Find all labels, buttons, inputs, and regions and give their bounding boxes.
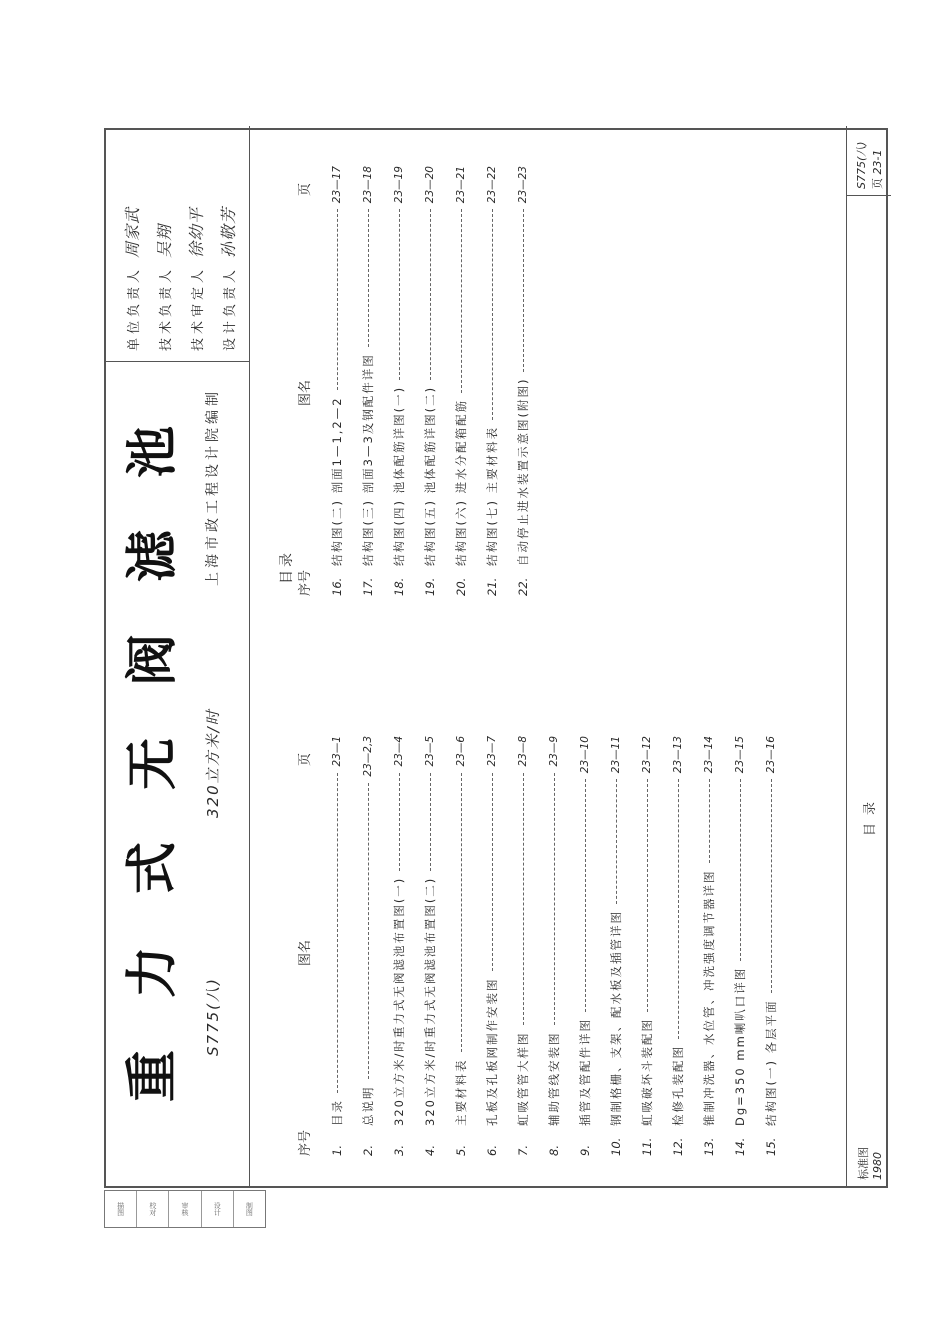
page-prefix: 页 — [871, 178, 884, 189]
toc-row — [760, 736, 782, 1156]
leader-dots — [430, 773, 431, 871]
stamp-cell: 设计 — [202, 1191, 234, 1227]
toc-page: 23—22 — [486, 166, 498, 204]
toc-page: 23—19 — [393, 166, 405, 204]
leader-dots — [740, 779, 741, 960]
leader-dots — [616, 779, 617, 904]
main-title: 重力式无阀滤池 — [122, 373, 183, 1102]
toc-num: 6. — [485, 1145, 499, 1156]
year: 1980 — [870, 1152, 884, 1180]
leader-dots — [585, 779, 586, 1012]
toc-num: 5. — [454, 1145, 468, 1156]
page-line — [869, 126, 885, 189]
toc-num: 2. — [361, 1145, 375, 1156]
toc-row — [512, 166, 534, 596]
toc-title: 主要材料表 — [454, 1058, 468, 1126]
toc-num: 8. — [547, 1145, 561, 1156]
header-page: 页 — [298, 182, 313, 196]
toc-row — [326, 736, 348, 1156]
leader-dots — [430, 209, 431, 380]
toc-page: 23—5 — [424, 736, 436, 767]
sheet-title: 目录 — [863, 793, 878, 836]
leader-dots — [554, 773, 555, 1026]
leader-dots — [492, 773, 493, 972]
toc-title: 检修孔装配图 — [671, 1045, 685, 1126]
signature: 吴翔 — [155, 223, 174, 258]
toc-title: Dg=350 mm喇叭口详图 — [733, 966, 747, 1126]
toc-row — [419, 166, 441, 596]
toc-title: 目录 — [330, 1099, 344, 1126]
toc-row — [698, 736, 720, 1156]
approval-role: 设计负责人 — [223, 265, 238, 351]
approval-row — [152, 224, 175, 351]
toc-row — [605, 736, 627, 1156]
toc-num: 17. — [361, 577, 375, 596]
leader-dots — [647, 779, 648, 1012]
toc-heading: 目录 — [279, 550, 295, 584]
header-num: 序号 — [298, 569, 313, 596]
toc-row — [357, 736, 379, 1156]
toc-row — [419, 736, 441, 1156]
toc-num: 15. — [764, 1137, 778, 1156]
header-name: 图名 — [298, 379, 313, 406]
std-cell — [847, 1146, 891, 1186]
toc-title: 320立方米/时重力式无阀滤池布置图(二) — [423, 876, 437, 1126]
approval-stamp — [104, 1190, 266, 1228]
page-number: 23-1 — [871, 149, 884, 175]
toc-page: 23—20 — [424, 166, 436, 204]
leader-dots — [337, 773, 338, 1093]
toc-num: 21. — [485, 577, 499, 596]
std-label: 标准图 — [856, 1147, 870, 1180]
toc-num: 19. — [423, 577, 437, 596]
toc-title: 自动停止进水装置示意图(附图) — [516, 377, 530, 566]
toc-num: 9. — [578, 1145, 592, 1156]
stamp-cell: 描图 — [105, 1191, 137, 1227]
approval-role: 技术审定人 — [191, 265, 206, 351]
toc-page: 23—4 — [393, 736, 405, 767]
toc-num: 20. — [454, 577, 468, 596]
leader-dots — [461, 209, 462, 393]
toc-title: 结构图(四) 池体配筋详图(一) — [392, 385, 406, 566]
toc-page: 23—13 — [672, 736, 684, 774]
standard-code: S775(八) — [204, 977, 222, 1056]
toc-row — [388, 166, 410, 596]
toc-title: 锥制冲洗器、水位管、冲洗强度调节器详图 — [702, 869, 716, 1126]
toc-row — [388, 736, 410, 1156]
toc-row — [481, 736, 503, 1156]
toc-num: 16. — [330, 577, 344, 596]
leader-dots — [461, 773, 462, 1053]
toc-title: 结构图(六) 进水分配箱配筋 — [454, 398, 468, 566]
title-band — [106, 126, 250, 1186]
header-page: 页 — [298, 752, 313, 766]
signature: 周家武 — [123, 206, 142, 258]
toc-page: 23—8 — [517, 736, 529, 767]
toc-row — [326, 166, 348, 596]
approval-block — [106, 126, 250, 362]
capacity-label: 320立方米/时 — [204, 708, 222, 818]
header-name: 图名 — [298, 939, 313, 966]
toc-num: 22. — [516, 577, 530, 596]
toc-title: 钢制格栅、支架、配水板及插管详图 — [609, 910, 623, 1126]
toc-page: 23—11 — [610, 736, 622, 774]
toc-row — [357, 166, 379, 596]
toc-num: 3. — [392, 1145, 406, 1156]
toc-num: 10. — [609, 1137, 623, 1156]
leader-dots — [368, 209, 369, 347]
toc-title: 插管及管配件详图 — [578, 1018, 592, 1126]
stamp-cell: 制图 — [245, 1202, 254, 1216]
toc-title: 结构图(二) 剖面1—1,2—2 — [330, 396, 344, 566]
approval-row — [184, 207, 207, 351]
title-block — [846, 126, 890, 1186]
toc-page: 23—12 — [641, 736, 653, 774]
toc-row — [450, 736, 472, 1156]
toc-page: 23—23 — [517, 166, 529, 204]
toc-page: 23—17 — [331, 166, 343, 204]
toc-page: 23—15 — [734, 736, 746, 774]
approval-row — [120, 207, 143, 351]
toc-num: 11. — [640, 1137, 654, 1156]
toc-row — [450, 166, 472, 596]
toc-page: 23—1 — [331, 736, 343, 767]
code-cell — [847, 126, 891, 196]
toc-row — [512, 736, 534, 1156]
toc-title: 总说明 — [361, 1085, 375, 1126]
toc-title: 结构图(七) 主要材料表 — [485, 425, 499, 566]
toc-page: 23—9 — [548, 736, 560, 767]
toc-page: 23—6 — [455, 736, 467, 767]
toc-title: 结构图(三) 剖面3—3及钢配件详图 — [361, 353, 375, 566]
toc-num: 13. — [702, 1137, 716, 1156]
sheet-code: S775(八) — [855, 141, 868, 189]
toc-num: 14. — [733, 1137, 747, 1156]
toc-title: 结构图(一) 各层平面 — [764, 999, 778, 1126]
toc-page: 23—18 — [362, 166, 374, 204]
leader-dots — [337, 209, 338, 390]
approval-role: 技术负责人 — [159, 265, 174, 351]
leader-dots — [399, 209, 400, 380]
leader-dots — [771, 779, 772, 993]
toc-row — [667, 736, 689, 1156]
toc-page: 23—10 — [579, 736, 591, 774]
toc-page: 23—21 — [455, 166, 467, 204]
leader-dots — [492, 209, 493, 420]
toc-title: 虹吸管管大样图 — [516, 1031, 530, 1126]
stamp-cell: 校对 — [137, 1191, 169, 1227]
leader-dots — [678, 779, 679, 1039]
organization: 上海市政工程设计院编制 — [205, 388, 221, 586]
leader-dots — [709, 779, 710, 863]
toc-row — [729, 736, 751, 1156]
toc-num: 12. — [671, 1137, 685, 1156]
stamp-cell: 审核 — [169, 1191, 201, 1227]
toc-row — [481, 166, 503, 596]
toc-page: 23—7 — [486, 736, 498, 767]
drawing-sheet — [104, 128, 888, 1188]
toc-title: 虹吸破坏斗装配图 — [640, 1018, 654, 1126]
toc-row — [636, 736, 658, 1156]
signature: 孙敬芳 — [219, 206, 238, 258]
toc-num: 18. — [392, 577, 406, 596]
toc-num: 4. — [423, 1145, 437, 1156]
toc-title: 320立方米/时重力式无阀滤池布置图(一) — [392, 876, 406, 1126]
leader-dots — [399, 773, 400, 871]
toc-row — [543, 736, 565, 1156]
approval-role: 单位负责人 — [127, 265, 142, 351]
toc-title: 结构图(五) 池体配筋详图(二) — [423, 385, 437, 566]
header-num: 序号 — [298, 1129, 313, 1156]
signature: 徐幼平 — [187, 206, 206, 258]
toc-num: 1. — [330, 1145, 344, 1156]
toc-title: 孔板及孔板网制作安装图 — [485, 977, 499, 1126]
toc-page: 23—14 — [703, 736, 715, 774]
toc-num: 7. — [516, 1145, 530, 1156]
toc-row — [574, 736, 596, 1156]
leader-dots — [368, 783, 369, 1080]
leader-dots — [523, 209, 524, 371]
toc-page: 23—2,3 — [362, 736, 374, 777]
toc-page: 23—16 — [765, 736, 777, 774]
approval-row — [216, 207, 239, 351]
toc-title: 辅助管线安装图 — [547, 1031, 561, 1126]
leader-dots — [523, 773, 524, 1026]
